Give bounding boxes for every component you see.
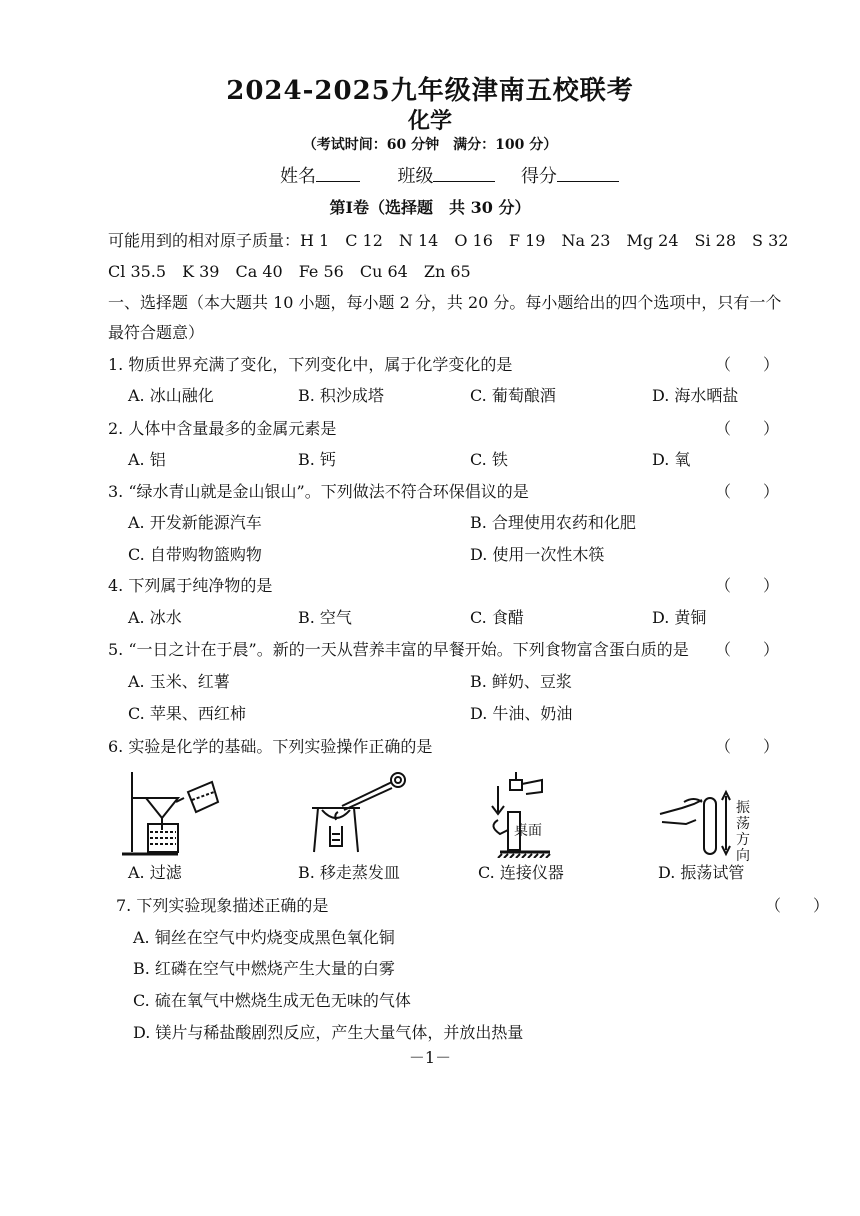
question-2-option-a: A. 铝 [128, 450, 166, 469]
question-4-option-a: A. 冰水 [128, 608, 182, 627]
question-1-option-a: A. 冰山融化 [128, 386, 214, 405]
question-2-stem: 2. 人体中含量最多的金属元素是 [108, 419, 337, 438]
section-title: 第Ⅰ卷（选择题 共 30 分） [329, 198, 531, 217]
question-3-option-a: A. 开发新能源汽车 [128, 513, 262, 532]
question-7-option-a: A. 铜丝在空气中灼烧变成黑色氧化铜 [133, 928, 395, 947]
evaporating-dish-tongs-icon [300, 768, 410, 858]
question-1-answer-paren[interactable]: （ ） [715, 355, 780, 374]
atomic-masses-line1: 可能用到的相对原子质量：H 1 C 12 N 14 O 16 F 19 Na 23 Mg 24 Si 28 S 32 [108, 231, 789, 250]
question-1-option-c: C. 葡萄酿酒 [470, 386, 556, 405]
question-2-option-d: D. 氧 [652, 450, 691, 469]
atomic-masses-line2: Cl 35.5 K 39 Ca 40 Fe 56 Cu 64 Zn 65 [108, 262, 471, 281]
question-5-stem: 5. “一日之计在于晨”。新的一天从营养丰富的早餐开始。下列食物富含蛋白质的是 [108, 640, 689, 659]
question-7-answer-paren[interactable]: （ ） [765, 896, 830, 915]
question-5-option-a: A. 玉米、红薯 [128, 672, 230, 691]
desk-label: 桌面 [514, 823, 542, 839]
question-3-answer-paren[interactable]: （ ） [715, 482, 780, 501]
part-heading-line2: 最符合题意） [108, 323, 205, 342]
question-7-option-c: C. 硫在氧气中燃烧生成无色无味的气体 [133, 991, 411, 1010]
question-5-option-c: C. 苹果、西红柿 [128, 704, 246, 723]
name-label: 姓名 [280, 166, 316, 187]
question-7-stem: 7. 下列实验现象描述正确的是 [116, 896, 329, 915]
question-5-option-b: B. 鲜奶、豆浆 [470, 672, 572, 691]
score-label: 得分 [520, 166, 557, 187]
question-1-stem: 1. 物质世界充满了变化，下列变化中，属于化学变化的是 [108, 355, 513, 374]
question-6-option-c: C. 连接仪器 [478, 863, 564, 882]
question-6-option-a: A. 过滤 [128, 863, 182, 882]
question-6-option-d: D. 振荡试管 [658, 863, 745, 882]
question-5-option-d: D. 牛油、奶油 [470, 704, 573, 723]
question-1-option-b: B. 积沙成塔 [298, 386, 384, 405]
question-2-answer-paren[interactable]: （ ） [715, 419, 780, 438]
shake-direction-label: 振荡方向 [736, 800, 750, 864]
student-info-row [280, 162, 619, 188]
subject-title: 化学 [407, 108, 452, 134]
question-4-answer-paren[interactable]: （ ） [715, 576, 780, 595]
score-field[interactable] [557, 163, 619, 182]
question-3-option-b: B. 合理使用农药和化肥 [470, 513, 636, 532]
question-6-option-b: B. 移走蒸发皿 [298, 863, 400, 882]
question-1-option-d: D. 海水晒盐 [652, 386, 739, 405]
exam-title: 2024-2025九年级津南五校联考 [226, 76, 634, 106]
name-field[interactable] [316, 163, 360, 182]
question-6-answer-paren[interactable]: （ ） [715, 737, 780, 756]
question-3-option-d: D. 使用一次性木筷 [470, 545, 605, 564]
question-4-option-d: D. 黄铜 [652, 608, 707, 627]
question-5-answer-paren[interactable]: （ ） [715, 640, 780, 659]
question-7-option-d: D. 镁片与稀盐酸剧烈反应，产生大量气体，并放出热量 [133, 1023, 524, 1042]
question-4-option-b: B. 空气 [298, 608, 352, 627]
question-2-option-b: B. 钙 [298, 450, 336, 469]
part-heading-line1: 一、选择题（本大题共 10 小题，每小题 2 分，共 20 分。每小题给出的四个选项中，只有一个 [108, 293, 782, 312]
question-4-stem: 4. 下列属于纯净物的是 [108, 576, 273, 595]
question-7-option-b: B. 红磷在空气中燃烧产生大量的白雾 [133, 959, 395, 978]
question-2-option-c: C. 铁 [470, 450, 508, 469]
class-field[interactable] [433, 163, 495, 182]
question-6-stem: 6. 实验是化学的基础。下列实验操作正确的是 [108, 737, 433, 756]
question-3-stem: 3. “绿水青山就是金山银山”。下列做法不符合环保倡议的是 [108, 482, 529, 501]
question-3-option-c: C. 自带购物篮购物 [128, 545, 262, 564]
class-label: 班级 [397, 166, 434, 187]
connecting-instruments-icon [480, 768, 590, 858]
exam-info: （考试时间：60 分钟 满分：100 分） [302, 137, 558, 153]
shaking-test-tube-icon [656, 768, 736, 858]
page-number: －1－ [408, 1048, 452, 1067]
question-4-option-c: C. 食醋 [470, 608, 524, 627]
filtration-apparatus-icon [118, 768, 228, 858]
